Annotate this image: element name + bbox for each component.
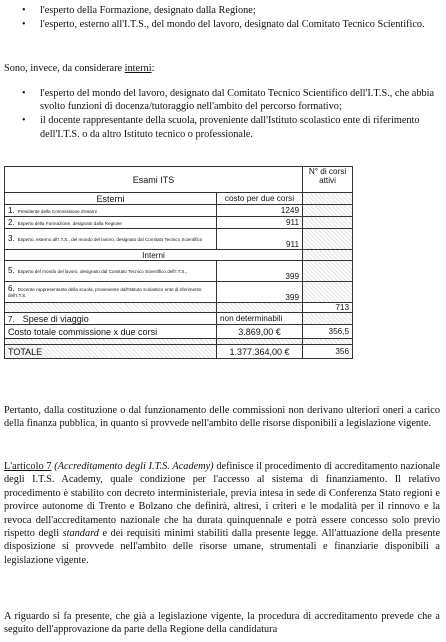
paragraph-riguardo: A riguardo si fa presente, che già a legislazione vigente, la procedura di accreditamento prevede che a seguito dell'approvazione da parte della Regione della candidatura [4,611,440,636]
table-row: 2. Esperto della Formazione, designato dalla Regione 911 [5,217,353,229]
table-row: TOTALE 1.377.364,00 € 356 [5,345,353,359]
list-item: • l'esperto, esterno all'I.T.S., del mondo del lavoro, designato dal Comitato Tecnico Scientifico. [22,18,432,31]
bullet-list-internal [22,87,440,142]
intro-line: Sono, invece, da considerare interni: [4,63,155,74]
costo-header: costo per due corsi [217,193,303,205]
table-row: 6. Docente rappresentante della scuola, proveniente dall'Istituto scolastico ente di riferimento dell'I.T.S. 399 [5,282,353,303]
corsi-header: N° di corsi attivi [303,167,353,193]
exam-costs-table [4,166,353,359]
list-item: • l'esperto della Formazione, designato dalla Regione; [22,4,432,17]
costo-totale-label: Costo totale commissione x due corsi [5,325,217,339]
subtotal-corsi: 713 [303,303,353,313]
totale-value: 1.377.364,00 € [217,345,303,359]
list-item: • il docente rappresentante della scuola, proveniente dall'Istituto scolastico ente di riferimento dell'I.T.S. o da altro Istituto tecnico o professionale. [22,114,440,140]
table-row [5,303,353,313]
table-row: 3. Esperto, esterno all'I.T.S., del mondo del lavoro, designato dal Comitato Tecnico Scientifico 911 [5,229,353,250]
table-row [5,250,353,261]
table-row: 5. Esperto del mondo del lavoro, designato dal Comitato Tecnico Scientifico dell'I.T.S., 399 [5,261,353,282]
paragraph-pertanto: Pertanto, dalla costituzione o dal funzionamento delle commissioni non derivano ulteriori oneri a carico della finanza pubblica, in quanto si provvede nell'ambito delle risorse disponibili a legislazione vigente. [4,405,440,430]
totale-label: TOTALE [5,345,217,359]
costo-totale-value: 3.869,00 € [217,325,303,339]
table-row [5,167,353,193]
table-row: 1. Presidente della Commissione d'esami 1249 [5,205,353,217]
table-title: Esami ITS [5,167,303,193]
esterni-label: Esterni [5,193,217,205]
interni-label: Interni [5,250,303,261]
list-item: • l'esperto del mondo del lavoro, designato dal Comitato Tecnico Scientifico dell'I.T.S., che abbia svolto funzioni di docenza/tutoraggio nell'ambito del percorso formativo; [22,87,440,113]
table-row: Costo totale commissione x due corsi 3.869,00 € 356,5 [5,325,353,339]
table-row: 7. Spese di viaggio non determinabili [5,313,353,325]
bullet-list-top [22,4,432,32]
paragraph-articolo-7: L'articolo 7 (Accreditamento degli I.T.S. Academy) definisce il procedimento di accreditamento nazionale degli I.T.S. Academy, quale condizione per l'accesso al sistema di finanziamento. Il relativo procedimento è stabilito con decreto interministeriale, previa intesa in sede di Conferenza Stato regioni e provirce autonome di Trento e Bolzano che definirà, altresì, i criteri e le modalità per il rinnovo e la revoca dell'accreditamento nazionale che ha durata quinquennale e potrà essere concesso solo previo rispetto degli standard e dei requisiti minimi stabiliti dalla presente legge. All'attuazione della presente disposizione si provvede nell'ambito delle risorse umane, strumentali e finanziarie disponibili a legislazione vigente. [4,461,441,566]
table-row [5,193,353,205]
underlined-word: interni [124,63,152,74]
